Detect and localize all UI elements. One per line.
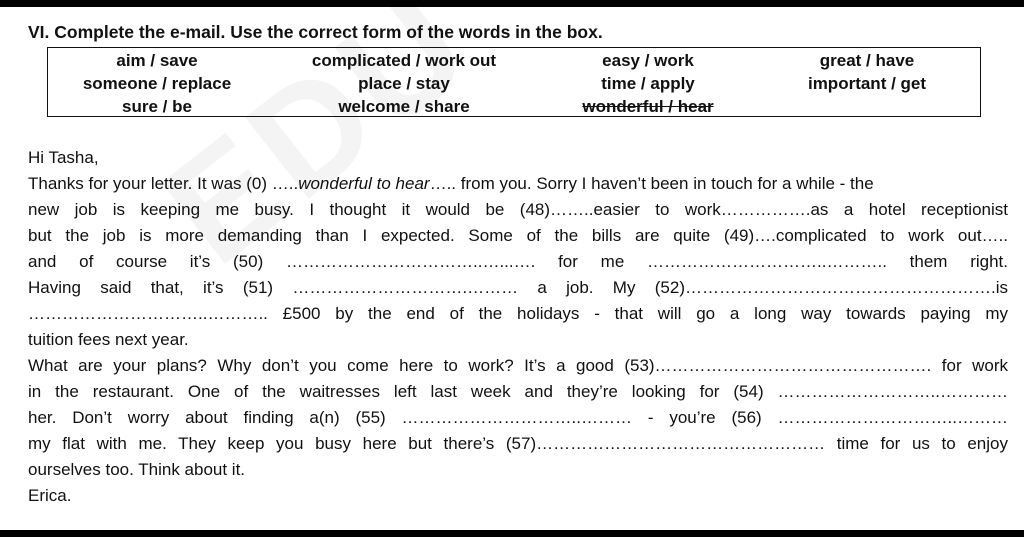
email-line-12: ourselves too. Think about it. <box>28 460 246 479</box>
word-box-column-3 <box>558 49 738 118</box>
word-pair: welcome / share <box>338 97 470 116</box>
word-pair: place / stay <box>358 74 450 93</box>
word-pair-crossed-out: wonderful / hear <box>582 97 714 116</box>
word-pair: complicated / work out <box>311 51 497 70</box>
exercise-heading: VI. Complete the e-mail. Use the correct form of the words in the box. <box>28 22 603 42</box>
email-line-11: my flat with me. They keep you busy here but there’s (57)…………………………………………… time for us to enjoy <box>28 434 1008 453</box>
email-line-10: her. Don’t worry about finding a(n) (55) …………………………..……… - you’re (56) …………………………..……… <box>28 408 1008 427</box>
email-line-8: What are your plans? Why don’t you come here to work? It’s a good (53)…………………………………………. for work <box>28 356 1008 375</box>
email-text: Thanks for your letter. It was (0) ….. <box>28 174 299 193</box>
email-line-9: in the restaurant. One of the waitresses left last week and they’re looking for (54) ………………………..………… <box>28 382 1008 401</box>
example-answer: wonderful to hear <box>298 174 430 193</box>
email-line-4: and of course it’s (50) ……………………………..…...…. for me …………………………..……….. them right. <box>28 252 1008 271</box>
email-line-2: new job is keeping me busy. I thought it would be (48)……..easier to work…………….as a hotel receptionist <box>28 200 1008 219</box>
word-pair: someone / replace <box>82 74 232 93</box>
word-box-column-1 <box>68 49 246 118</box>
word-box-column-2 <box>286 49 522 118</box>
word-pair: aim / save <box>116 51 198 70</box>
email-body <box>28 145 1008 509</box>
email-line-1 <box>28 171 1008 197</box>
email-greeting: Hi Tasha, <box>28 148 99 167</box>
word-pair: great / have <box>819 51 915 70</box>
email-line-7: tuition fees next year. <box>28 330 189 349</box>
word-pair: easy / work <box>602 51 694 70</box>
word-pair: sure / be <box>122 97 192 116</box>
email-line-6: …………………………..……….. £500 by the end of the holidays - that will go a long way towards paying my <box>28 304 1008 323</box>
email-signoff: Erica. <box>28 486 72 505</box>
word-box-column-4 <box>783 49 951 95</box>
word-box <box>47 47 981 117</box>
bottom-border <box>0 530 1024 537</box>
email-line-3: but the job is more demanding than I expected. Some of the bills are quite (49)….complicated to work out….. <box>28 226 1008 245</box>
top-border <box>0 0 1024 7</box>
word-pair: important / get <box>807 74 927 93</box>
word-pair: time / apply <box>601 74 695 93</box>
email-line-5: Having said that, it’s (51) ………………………….……… a job. My (52)……………………………………………….is <box>28 278 1008 297</box>
email-text: ….. from you. Sorry I haven’t been in touch for a while - the <box>429 174 874 193</box>
